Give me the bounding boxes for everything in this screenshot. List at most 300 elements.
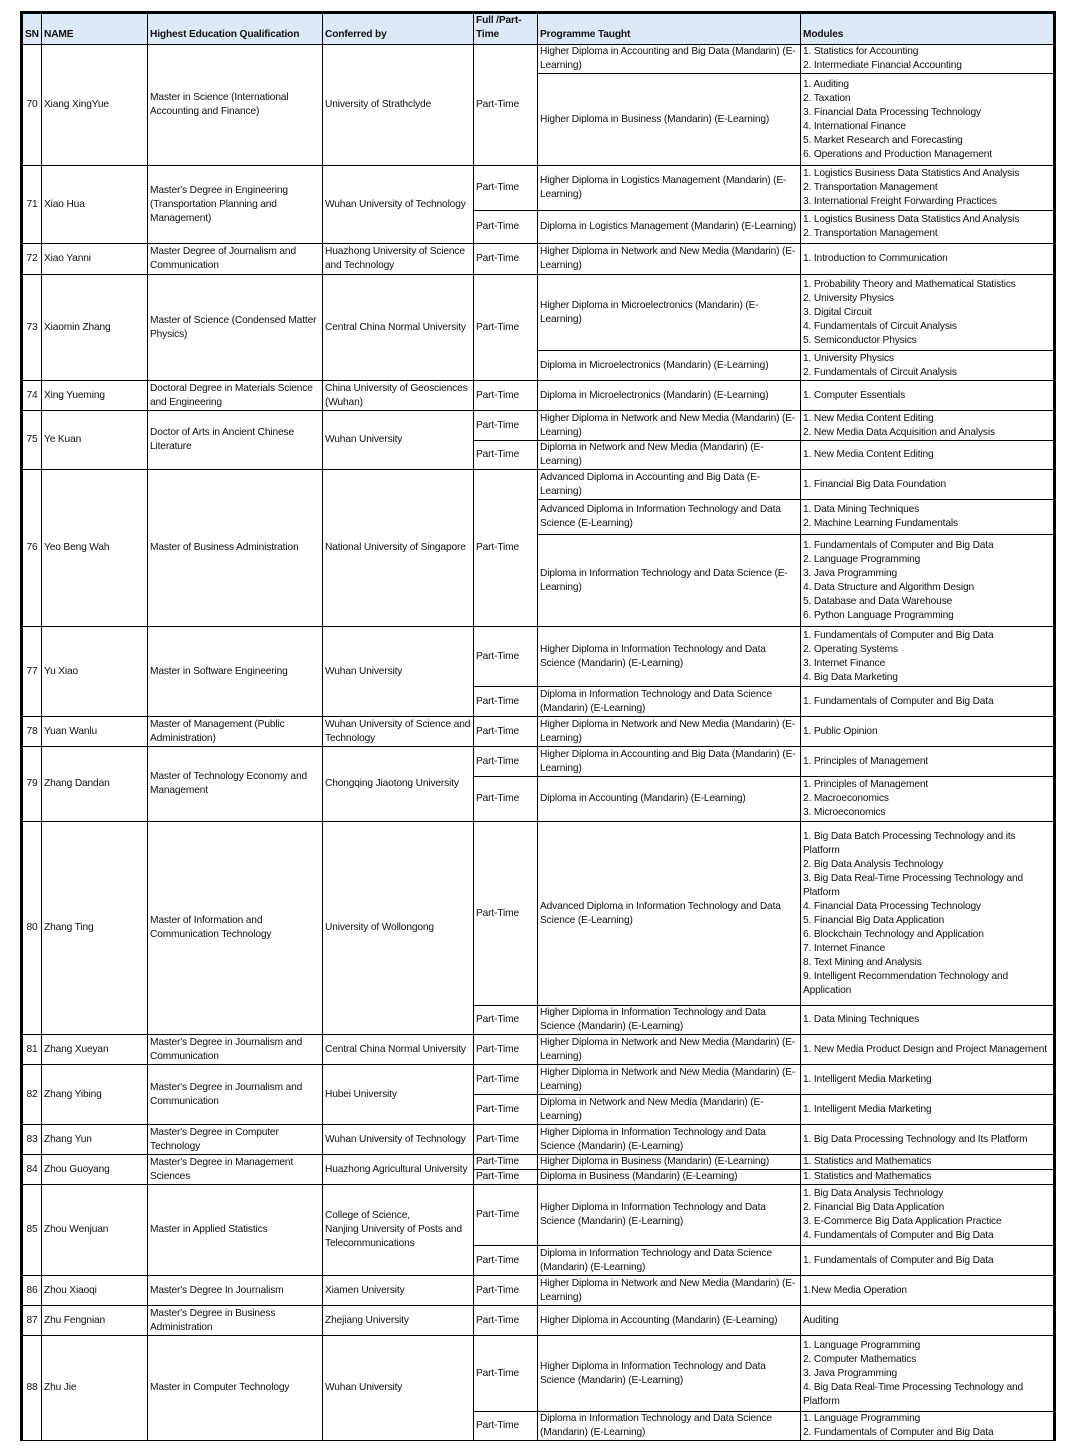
table-body xyxy=(22,45,1055,1441)
programme-cell: Diploma in Information Technology and Data Science (Mandarin) (E-Learning) xyxy=(538,1412,801,1441)
modules-list xyxy=(803,1103,1051,1117)
programme-cell: Higher Diploma in Logistics Management (Mandarin) (E-Learning) xyxy=(538,166,801,211)
modules-cell xyxy=(801,381,1055,411)
conferred-by-cell: Wuhan University xyxy=(323,411,474,470)
conferred-by-cell: China University of Geosciences (Wuhan) xyxy=(323,381,474,411)
modules-list xyxy=(803,1155,1051,1169)
name-cell: Zhang Xueyan xyxy=(42,1035,148,1065)
module-item: 6. Python Language Programming xyxy=(803,609,954,621)
modules-cell xyxy=(801,1336,1055,1412)
modules-list xyxy=(803,389,1051,403)
module-item: 3. Java Programming xyxy=(803,567,897,579)
table-row xyxy=(22,1336,1055,1412)
table-row xyxy=(22,411,1055,441)
conferred-by-cell: Central China Normal University xyxy=(323,275,474,381)
header-sn: SN xyxy=(22,13,42,45)
module-item: 1. Logistics Business Data Statistics And Analysis xyxy=(803,214,1020,225)
modules-list xyxy=(803,412,1051,440)
modules-list xyxy=(803,45,1051,73)
modules-list xyxy=(803,1043,1051,1057)
modules-list xyxy=(803,1284,1051,1298)
module-item: 1. Logistics Business Data Statistics And Analysis xyxy=(803,168,1020,179)
module-item: 3. Digital Circuit xyxy=(803,306,872,318)
modules-list xyxy=(803,830,1051,998)
table-row xyxy=(22,166,1055,211)
name-cell: Xiaomin Zhang xyxy=(42,275,148,381)
module-item: 1. New Media Content Editing xyxy=(803,449,934,460)
name-cell: Zhang Dandan xyxy=(42,747,148,822)
modules-cell xyxy=(801,777,1055,822)
modules-list xyxy=(803,1170,1051,1184)
header-qualification: Highest Education Qualification xyxy=(148,13,323,45)
sn-cell: 85 xyxy=(22,1185,42,1276)
sn-cell: 81 xyxy=(22,1035,42,1065)
conferred-by-cell: Wuhan University xyxy=(323,627,474,717)
conferred-by-cell: Zhejiang University xyxy=(323,1306,474,1336)
sn-cell: 75 xyxy=(22,411,42,470)
mode-cell: Part-Time xyxy=(474,211,538,244)
module-item: 1. New Media Product Design and Project Management xyxy=(803,1043,1047,1055)
modules-cell xyxy=(801,627,1055,687)
mode-cell: Part-Time xyxy=(474,45,538,166)
conferred-by-cell: University of Strathclyde xyxy=(323,45,474,166)
modules-cell xyxy=(801,500,1055,535)
module-item: 2. Fundamentals of Computer and Big Data xyxy=(803,1427,994,1438)
table-row xyxy=(22,1125,1055,1155)
programme-cell: Diploma in Accounting (Mandarin) (E-Learning) xyxy=(538,777,801,822)
module-item: 1. Big Data Analysis Technology xyxy=(803,1188,944,1199)
module-item: 8. Text Mining and Analysis xyxy=(803,956,922,968)
mode-cell: Part-Time xyxy=(474,1336,538,1412)
qualification-cell: Master's Degree in Management Sciences xyxy=(148,1155,323,1185)
module-item: 1. Fundamentals of Computer and Big Data xyxy=(803,539,994,551)
programme-cell: Higher Diploma in Network and New Media (Mandarin) (E-Learning) xyxy=(538,244,801,275)
qualification-cell: Master of Business Administration xyxy=(148,470,323,627)
modules-cell xyxy=(801,535,1055,627)
qualification-cell: Master of Management (Public Administration) xyxy=(148,717,323,747)
mode-cell: Part-Time xyxy=(474,441,538,470)
modules-cell xyxy=(801,74,1055,166)
header-programme: Programme Taught xyxy=(538,13,801,45)
programme-cell: Diploma in Information Technology and Data Science (E-Learning) xyxy=(538,535,801,627)
qualification-cell: Master's Degree in Business Administration xyxy=(148,1306,323,1336)
modules-cell xyxy=(801,441,1055,470)
table-row xyxy=(22,244,1055,275)
modules-cell xyxy=(801,822,1055,1006)
table-row xyxy=(22,717,1055,747)
module-item: 1. Principles of Management xyxy=(803,755,929,767)
modules-list xyxy=(803,778,1051,820)
sn-cell: 87 xyxy=(22,1306,42,1336)
name-cell: Yuan Wanlu xyxy=(42,717,148,747)
modules-list xyxy=(803,448,1051,462)
module-item: 1. Fundamentals of Computer and Big Data xyxy=(803,695,994,707)
sn-cell: 72 xyxy=(22,244,42,275)
mode-cell: Part-Time xyxy=(474,1306,538,1336)
module-item: 4. Fundamentals of Computer and Big Data xyxy=(803,1230,994,1241)
mode-cell: Part-Time xyxy=(474,1095,538,1125)
mode-cell: Part-Time xyxy=(474,411,538,441)
module-item: 1. Statistics and Mathematics xyxy=(803,1156,932,1167)
modules-cell xyxy=(801,1306,1055,1336)
sn-cell: 70 xyxy=(22,45,42,166)
mode-cell: Part-Time xyxy=(474,166,538,211)
module-item: 1. Fundamentals of Computer and Big Data xyxy=(803,629,994,641)
modules-list xyxy=(803,1314,1051,1328)
qualification-cell: Master's Degree in Journalism and Communication xyxy=(148,1065,323,1125)
modules-cell xyxy=(801,166,1055,211)
name-cell: Zhou Guoyang xyxy=(42,1155,148,1185)
name-cell: Zhou Wenjuan xyxy=(42,1185,148,1276)
module-item: 1. Statistics and Mathematics xyxy=(803,1171,932,1182)
module-item: 1. Computer Essentials xyxy=(803,389,906,401)
modules-list xyxy=(803,1254,1051,1268)
name-cell: Zhu Jie xyxy=(42,1336,148,1441)
module-item: 3. Microeconomics xyxy=(803,807,886,818)
sn-cell: 74 xyxy=(22,381,42,411)
conferred-by-cell: Chongqing Jiaotong University xyxy=(323,747,474,822)
module-item: 2. Financial Big Data Application xyxy=(803,1202,945,1213)
module-item: 2. Operating Systems xyxy=(803,643,898,655)
module-item: 1. New Media Content Editing xyxy=(803,412,934,424)
programme-cell: Advanced Diploma in Accounting and Big Data (E-Learning) xyxy=(538,470,801,500)
module-item: 3. International Freight Forwarding Practices xyxy=(803,196,997,207)
modules-cell xyxy=(801,1155,1055,1170)
mode-cell: Part-Time xyxy=(474,1170,538,1185)
module-item: 5. Database and Data Warehouse xyxy=(803,595,953,607)
modules-cell xyxy=(801,1185,1055,1246)
conferred-by-cell: Wuhan University of Technology xyxy=(323,166,474,244)
qualification-cell: Master's Degree in Journalism and Communication xyxy=(148,1035,323,1065)
module-item: 1. Statistics for Accounting xyxy=(803,46,919,57)
module-item: 1. Big Data Processing Technology and Its Platform xyxy=(803,1133,1028,1145)
module-item: 4. Financial Data Processing Technology xyxy=(803,900,982,912)
module-item: 1. Financial Big Data Foundation xyxy=(803,478,947,490)
programme-cell: Diploma in Information Technology and Data Science (Mandarin) (E-Learning) xyxy=(538,1246,801,1276)
qualification-cell: Master of Science (Condensed Matter Physics) xyxy=(148,275,323,381)
qualification-cell: Master in Applied Statistics xyxy=(148,1185,323,1276)
programme-cell: Higher Diploma in Information Technology and Data Science (Mandarin) (E-Learning) xyxy=(538,1125,801,1155)
module-item: 4. Big Data Marketing xyxy=(803,671,898,683)
qualification-cell: Master's Degree in Computer Technology xyxy=(148,1125,323,1155)
mode-cell: Part-Time xyxy=(474,470,538,627)
table-row xyxy=(22,275,1055,351)
name-cell: Xiang XingYue xyxy=(42,45,148,166)
module-item: 2. Transportation Management xyxy=(803,182,938,193)
modules-list xyxy=(803,539,1051,623)
module-item: 1. Intelligent Media Marketing xyxy=(803,1073,932,1085)
header-conferred-by: Conferred by xyxy=(323,13,474,45)
qualification-cell: Doctoral Degree in Materials Science and Engineering xyxy=(148,381,323,411)
mode-cell: Part-Time xyxy=(474,381,538,411)
table-row xyxy=(22,1035,1055,1065)
module-item: 1. Language Programming xyxy=(803,1413,921,1424)
module-item: 1. Principles of Management xyxy=(803,779,929,790)
modules-cell xyxy=(801,717,1055,747)
module-item: 1. Data Mining Techniques xyxy=(803,504,920,515)
header-modules: Modules xyxy=(801,13,1055,45)
module-item: 7. Internet Finance xyxy=(803,942,886,954)
conferred-by-cell: College of Science, Nanjing University of Posts and Telecommunications xyxy=(323,1185,474,1276)
lecturer-table xyxy=(20,11,1056,1441)
modules-cell xyxy=(801,470,1055,500)
conferred-by-cell: Hubei University xyxy=(323,1065,474,1125)
module-item: 1. Probability Theory and Mathematical Statistics xyxy=(803,278,1016,290)
modules-cell xyxy=(801,351,1055,381)
programme-cell: Higher Diploma in Network and New Media (Mandarin) (E-Learning) xyxy=(538,717,801,747)
modules-cell xyxy=(801,687,1055,717)
header-row xyxy=(22,13,1055,45)
module-item: 1.New Media Operation xyxy=(803,1284,907,1296)
programme-cell: Higher Diploma in Network and New Media (Mandarin) (E-Learning) xyxy=(538,411,801,441)
table-row xyxy=(22,470,1055,500)
modules-list xyxy=(803,725,1051,739)
module-item: 3. Internet Finance xyxy=(803,657,886,669)
modules-cell xyxy=(801,275,1055,351)
module-item: 2. Language Programming xyxy=(803,553,921,565)
module-item: 2. Fundamentals of Circuit Analysis xyxy=(803,366,957,378)
mode-cell: Part-Time xyxy=(474,1412,538,1441)
sn-cell: 84 xyxy=(22,1155,42,1185)
conferred-by-cell: Huazhong University of Science and Technology xyxy=(323,244,474,275)
programme-cell: Higher Diploma in Accounting and Big Data (Mandarin) (E-Learning) xyxy=(538,747,801,777)
mode-cell: Part-Time xyxy=(474,777,538,822)
qualification-cell: Master of Technology Economy and Management xyxy=(148,747,323,822)
modules-list xyxy=(803,1339,1051,1409)
modules-cell xyxy=(801,1006,1055,1035)
table-row xyxy=(22,1276,1055,1306)
modules-list xyxy=(803,503,1051,531)
module-item: 4. International Finance xyxy=(803,120,906,132)
module-item: 2. Taxation xyxy=(803,92,851,104)
programme-cell: Diploma in Network and New Media (Mandarin) (E-Learning) xyxy=(538,1095,801,1125)
programme-cell: Higher Diploma in Business (Mandarin) (E-Learning) xyxy=(538,1155,801,1170)
name-cell: Zhang Ting xyxy=(42,822,148,1035)
module-item: 2. Transportation Management xyxy=(803,228,938,239)
sn-cell: 79 xyxy=(22,747,42,822)
programme-cell: Higher Diploma in Information Technology and Data Science (Mandarin) (E-Learning) xyxy=(538,1336,801,1412)
module-item: 1. Big Data Batch Processing Technology and its Platform xyxy=(803,830,1016,856)
name-cell: Xiao Yanni xyxy=(42,244,148,275)
mode-cell: Part-Time xyxy=(474,717,538,747)
qualification-cell: Master's Degree in Engineering (Transportation Planning and Management) xyxy=(148,166,323,244)
modules-cell xyxy=(801,45,1055,74)
module-item: 3. Java Programming xyxy=(803,1367,897,1379)
mode-cell: Part-Time xyxy=(474,1185,538,1246)
name-cell: Zhou Xiaoqi xyxy=(42,1276,148,1306)
sn-cell: 82 xyxy=(22,1065,42,1125)
sn-cell: 88 xyxy=(22,1336,42,1441)
sn-cell: 83 xyxy=(22,1125,42,1155)
sn-cell: 71 xyxy=(22,166,42,244)
mode-cell: Part-Time xyxy=(474,1035,538,1065)
qualification-cell: Master Degree of Journalism and Communication xyxy=(148,244,323,275)
modules-cell xyxy=(801,1095,1055,1125)
table-row xyxy=(22,747,1055,777)
mode-cell: Part-Time xyxy=(474,627,538,687)
module-item: 1. Introduction to Communication xyxy=(803,253,948,264)
modules-cell xyxy=(801,411,1055,441)
modules-cell xyxy=(801,1276,1055,1306)
sn-cell: 86 xyxy=(22,1276,42,1306)
module-item: 1. Public Opinion xyxy=(803,725,878,737)
conferred-by-cell: University of Wollongong xyxy=(323,822,474,1035)
modules-list xyxy=(803,1412,1051,1440)
sn-cell: 76 xyxy=(22,470,42,627)
sn-cell: 73 xyxy=(22,275,42,381)
mode-cell: Part-Time xyxy=(474,1246,538,1276)
module-item: 5. Financial Big Data Application xyxy=(803,914,945,926)
mode-cell: Part-Time xyxy=(474,1276,538,1306)
programme-cell: Advanced Diploma in Information Technology and Data Science (E-Learning) xyxy=(538,500,801,535)
table-row xyxy=(22,1155,1055,1170)
modules-list xyxy=(803,629,1051,685)
modules-list xyxy=(803,213,1051,241)
table-row xyxy=(22,822,1055,1006)
programme-cell: Higher Diploma in Network and New Media (Mandarin) (E-Learning) xyxy=(538,1035,801,1065)
module-item: 2. New Media Data Acquisition and Analysis xyxy=(803,426,995,438)
modules-cell xyxy=(801,1246,1055,1276)
name-cell: Ye Kuan xyxy=(42,411,148,470)
module-item: 1. University Physics xyxy=(803,352,894,364)
module-item: 1. Intelligent Media Marketing xyxy=(803,1103,932,1115)
modules-list xyxy=(803,1187,1051,1243)
qualification-cell: Master of Information and Communication Technology xyxy=(148,822,323,1035)
conferred-by-cell: Xiamen University xyxy=(323,1276,474,1306)
mode-cell: Part-Time xyxy=(474,747,538,777)
modules-cell xyxy=(801,1125,1055,1155)
name-cell: Zhu Fengnian xyxy=(42,1306,148,1336)
sn-cell: 78 xyxy=(22,717,42,747)
modules-list xyxy=(803,1013,1051,1027)
qualification-cell: Master in Science (International Accounting and Finance) xyxy=(148,45,323,166)
modules-cell xyxy=(801,244,1055,275)
programme-cell: Advanced Diploma in Information Technology and Data Science (E-Learning) xyxy=(538,822,801,1006)
module-item: 4. Big Data Real-Time Processing Technology and Platform xyxy=(803,1381,1024,1407)
module-item: 3. E-Commerce Big Data Application Practice xyxy=(803,1216,1002,1227)
programme-cell: Diploma in Business (Mandarin) (E-Learning) xyxy=(538,1170,801,1185)
name-cell: Xiao Hua xyxy=(42,166,148,244)
modules-cell xyxy=(801,1170,1055,1185)
programme-cell: Higher Diploma in Accounting (Mandarin) (E-Learning) xyxy=(538,1306,801,1336)
mode-cell: Part-Time xyxy=(474,1065,538,1095)
mode-cell: Part-Time xyxy=(474,1125,538,1155)
name-cell: Yeo Beng Wah xyxy=(42,470,148,627)
modules-list xyxy=(803,278,1051,348)
programme-cell: Diploma in Logistics Management (Mandarin) (E-Learning) xyxy=(538,211,801,244)
qualification-cell: Master in Software Engineering xyxy=(148,627,323,717)
module-item: 5. Market Research and Forecasting xyxy=(803,134,963,146)
conferred-by-cell: Wuhan University of Science and Technology xyxy=(323,717,474,747)
name-cell: Zhang Yibing xyxy=(42,1065,148,1125)
modules-cell xyxy=(801,1412,1055,1441)
modules-cell xyxy=(801,211,1055,244)
module-item: 6. Operations and Production Management xyxy=(803,148,992,160)
modules-cell xyxy=(801,1065,1055,1095)
programme-cell: Higher Diploma in Information Technology and Data Science (Mandarin) (E-Learning) xyxy=(538,1006,801,1035)
programme-cell: Diploma in Microelectronics (Mandarin) (E-Learning) xyxy=(538,351,801,381)
module-item: 2. Computer Mathematics xyxy=(803,1353,917,1365)
conferred-by-cell: Huazhong Agricultural University xyxy=(323,1155,474,1185)
modules-cell xyxy=(801,1035,1055,1065)
programme-cell: Diploma in Microelectronics (Mandarin) (E-Learning) xyxy=(538,381,801,411)
name-cell: Zhang Yun xyxy=(42,1125,148,1155)
mode-cell: Part-Time xyxy=(474,244,538,275)
conferred-by-cell: Wuhan University xyxy=(323,1336,474,1441)
module-item: 2. Big Data Analysis Technology xyxy=(803,858,944,870)
module-item: 5. Semiconductor Physics xyxy=(803,334,917,346)
programme-cell: Higher Diploma in Information Technology and Data Science (Mandarin) (E-Learning) xyxy=(538,1185,801,1246)
sn-cell: 77 xyxy=(22,627,42,717)
module-item: 1. Data Mining Techniques xyxy=(803,1014,920,1025)
module-item: 6. Blockchain Technology and Application xyxy=(803,928,984,940)
table-row xyxy=(22,381,1055,411)
module-item: 2. University Physics xyxy=(803,292,894,304)
conferred-by-cell: Wuhan University of Technology xyxy=(323,1125,474,1155)
qualification-cell: Doctor of Arts in Ancient Chinese Literature xyxy=(148,411,323,470)
modules-list xyxy=(803,1073,1051,1087)
module-item: 4. Fundamentals of Circuit Analysis xyxy=(803,320,957,332)
table-row xyxy=(22,1306,1055,1336)
module-item: Auditing xyxy=(803,1314,839,1326)
module-item: 9. Intelligent Recommendation Technology and Application xyxy=(803,970,1009,996)
programme-cell: Higher Diploma in Microelectronics (Mandarin) (E-Learning) xyxy=(538,275,801,351)
header-mode: Full /Part-Time xyxy=(474,13,538,45)
modules-list xyxy=(803,78,1051,162)
module-item: 1. Fundamentals of Computer and Big Data xyxy=(803,1254,994,1266)
modules-list xyxy=(803,695,1051,709)
mode-cell: Part-Time xyxy=(474,822,538,1006)
mode-cell: Part-Time xyxy=(474,1006,538,1035)
modules-list xyxy=(803,478,1051,492)
programme-cell: Higher Diploma in Business (Mandarin) (E-Learning) xyxy=(538,74,801,166)
modules-list xyxy=(803,167,1051,209)
programme-cell: Higher Diploma in Accounting and Big Data (Mandarin) (E-Learning) xyxy=(538,45,801,74)
table-row xyxy=(22,1065,1055,1095)
module-item: 2. Intermediate Financial Accounting xyxy=(803,60,962,71)
name-cell: Xing Yueming xyxy=(42,381,148,411)
conferred-by-cell: Central China Normal University xyxy=(323,1035,474,1065)
table-row xyxy=(22,1185,1055,1246)
modules-cell xyxy=(801,747,1055,777)
qualification-cell: Master's Degree In Journalism xyxy=(148,1276,323,1306)
modules-list xyxy=(803,252,1051,266)
module-item: 1. Language Programming xyxy=(803,1339,921,1351)
programme-cell: Higher Diploma in Network and New Media (Mandarin) (E-Learning) xyxy=(538,1276,801,1306)
sn-cell: 80 xyxy=(22,822,42,1035)
qualification-cell: Master in Computer Technology xyxy=(148,1336,323,1441)
header-name: NAME xyxy=(42,13,148,45)
module-item: 1. Auditing xyxy=(803,78,849,90)
table-row xyxy=(22,627,1055,687)
mode-cell: Part-Time xyxy=(474,687,538,717)
programme-cell: Diploma in Information Technology and Data Science (Mandarin) (E-Learning) xyxy=(538,687,801,717)
programme-cell: Higher Diploma in Information Technology and Data Science (Mandarin) (E-Learning) xyxy=(538,627,801,687)
module-item: 3. Financial Data Processing Technology xyxy=(803,106,982,118)
programme-cell: Higher Diploma in Network and New Media (Mandarin) (E-Learning) xyxy=(538,1065,801,1095)
conferred-by-cell: National University of Singapore xyxy=(323,470,474,627)
table-row xyxy=(22,45,1055,74)
mode-cell: Part-Time xyxy=(474,275,538,381)
module-item: 4. Data Structure and Algorithm Design xyxy=(803,581,974,593)
modules-list xyxy=(803,1133,1051,1147)
programme-cell: Diploma in Network and New Media (Mandarin) (E-Learning) xyxy=(538,441,801,470)
modules-list xyxy=(803,352,1051,380)
module-item: 2. Machine Learning Fundamentals xyxy=(803,518,958,529)
module-item: 3. Big Data Real-Time Processing Technology and Platform xyxy=(803,872,1024,898)
modules-list xyxy=(803,755,1051,769)
name-cell: Yu Xiao xyxy=(42,627,148,717)
